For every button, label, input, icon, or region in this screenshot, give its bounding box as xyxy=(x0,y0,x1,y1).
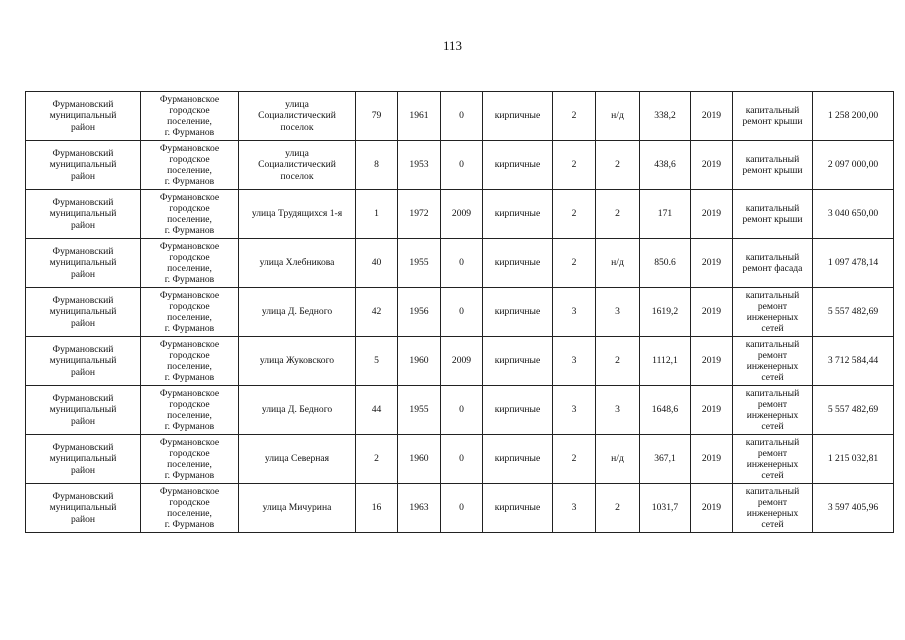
cell-entrances: 2 xyxy=(596,141,640,190)
cell-settlement: Фурмановское городское поселение, г. Фурманов xyxy=(141,239,239,288)
cell-street: улица Социалистический поселок xyxy=(239,92,356,141)
cell-year-renovated: 0 xyxy=(441,239,483,288)
cell-walls: кирпичные xyxy=(483,288,553,337)
cell-district: Фурмановский муниципальный район xyxy=(26,288,141,337)
cell-district: Фурмановский муниципальный район xyxy=(26,141,141,190)
cell-entrances: 2 xyxy=(596,484,640,533)
cell-district: Фурмановский муниципальный район xyxy=(26,337,141,386)
cell-house: 8 xyxy=(356,141,398,190)
cell-settlement: Фурмановское городское поселение, г. Фурманов xyxy=(141,337,239,386)
cell-cost: 3 040 650,00 xyxy=(813,190,894,239)
cell-year-built: 1955 xyxy=(398,239,441,288)
cell-area: 1648,6 xyxy=(640,386,691,435)
cell-work: капитальный ремонт инженерных сетей xyxy=(733,288,813,337)
cell-year-renovated: 0 xyxy=(441,141,483,190)
cell-plan-year: 2019 xyxy=(691,141,733,190)
page-number: 113 xyxy=(442,38,463,53)
cell-year-renovated: 0 xyxy=(441,484,483,533)
cell-walls: кирпичные xyxy=(483,190,553,239)
cell-plan-year: 2019 xyxy=(691,484,733,533)
cell-entrances: н/д xyxy=(596,92,640,141)
cell-street: улица Д. Бедного xyxy=(239,288,356,337)
cell-area: 438,6 xyxy=(640,141,691,190)
cell-district: Фурмановский муниципальный район xyxy=(26,484,141,533)
cell-year-renovated: 0 xyxy=(441,386,483,435)
cell-settlement: Фурмановское городское поселение, г. Фурманов xyxy=(141,288,239,337)
cell-street: улица Трудящихся 1-я xyxy=(239,190,356,239)
cell-year-built: 1955 xyxy=(398,386,441,435)
cell-settlement: Фурмановское городское поселение, г. Фурманов xyxy=(141,190,239,239)
cell-floors: 2 xyxy=(553,239,596,288)
cell-cost: 5 557 482,69 xyxy=(813,288,894,337)
table-row xyxy=(26,92,894,141)
cell-settlement: Фурмановское городское поселение, г. Фурманов xyxy=(141,92,239,141)
cell-year-renovated: 0 xyxy=(441,92,483,141)
cell-area: 850.6 xyxy=(640,239,691,288)
cell-street: улица Мичурина xyxy=(239,484,356,533)
cell-plan-year: 2019 xyxy=(691,386,733,435)
cell-work: капитальный ремонт крыши xyxy=(733,141,813,190)
cell-walls: кирпичные xyxy=(483,337,553,386)
cell-year-built: 1960 xyxy=(398,337,441,386)
cell-settlement: Фурмановское городское поселение, г. Фурманов xyxy=(141,435,239,484)
cell-year-renovated: 0 xyxy=(441,288,483,337)
table-row xyxy=(26,141,894,190)
cell-plan-year: 2019 xyxy=(691,288,733,337)
cell-cost: 2 097 000,00 xyxy=(813,141,894,190)
cell-floors: 2 xyxy=(553,92,596,141)
cell-year-built: 1956 xyxy=(398,288,441,337)
cell-floors: 3 xyxy=(553,288,596,337)
cell-area: 1031,7 xyxy=(640,484,691,533)
cell-year-renovated: 2009 xyxy=(441,337,483,386)
cell-entrances: 2 xyxy=(596,190,640,239)
cell-house: 1 xyxy=(356,190,398,239)
cell-house: 40 xyxy=(356,239,398,288)
cell-work: капитальный ремонт инженерных сетей xyxy=(733,484,813,533)
cell-house: 79 xyxy=(356,92,398,141)
cell-area: 338,2 xyxy=(640,92,691,141)
cell-walls: кирпичные xyxy=(483,386,553,435)
cell-house: 16 xyxy=(356,484,398,533)
cell-walls: кирпичные xyxy=(483,435,553,484)
cell-year-renovated: 0 xyxy=(441,435,483,484)
cell-cost: 1 215 032,81 xyxy=(813,435,894,484)
table-row xyxy=(26,190,894,239)
table-row xyxy=(26,435,894,484)
cell-house: 2 xyxy=(356,435,398,484)
cell-plan-year: 2019 xyxy=(691,239,733,288)
cell-cost: 1 258 200,00 xyxy=(813,92,894,141)
cell-work: капитальный ремонт фасада xyxy=(733,239,813,288)
cell-cost: 3 712 584,44 xyxy=(813,337,894,386)
cell-district: Фурмановский муниципальный район xyxy=(26,435,141,484)
cell-floors: 2 xyxy=(553,435,596,484)
cell-work: капитальный ремонт инженерных сетей xyxy=(733,337,813,386)
cell-street: улица Социалистический поселок xyxy=(239,141,356,190)
cell-area: 1619,2 xyxy=(640,288,691,337)
cell-settlement: Фурмановское городское поселение, г. Фурманов xyxy=(141,386,239,435)
cell-year-built: 1961 xyxy=(398,92,441,141)
table-row xyxy=(26,386,894,435)
cell-entrances: 3 xyxy=(596,288,640,337)
cell-plan-year: 2019 xyxy=(691,337,733,386)
housing-repair-table xyxy=(25,91,894,533)
cell-entrances: н/д xyxy=(596,435,640,484)
cell-house: 5 xyxy=(356,337,398,386)
cell-year-built: 1953 xyxy=(398,141,441,190)
table-row xyxy=(26,484,894,533)
cell-work: капитальный ремонт крыши xyxy=(733,92,813,141)
cell-floors: 3 xyxy=(553,337,596,386)
cell-street: улица Хлебникова xyxy=(239,239,356,288)
cell-cost: 5 557 482,69 xyxy=(813,386,894,435)
cell-area: 171 xyxy=(640,190,691,239)
cell-walls: кирпичные xyxy=(483,484,553,533)
cell-street: улица Северная xyxy=(239,435,356,484)
cell-year-built: 1972 xyxy=(398,190,441,239)
table-row xyxy=(26,239,894,288)
cell-entrances: 2 xyxy=(596,337,640,386)
cell-plan-year: 2019 xyxy=(691,435,733,484)
cell-entrances: н/д xyxy=(596,239,640,288)
cell-walls: кирпичные xyxy=(483,92,553,141)
cell-plan-year: 2019 xyxy=(691,190,733,239)
cell-year-renovated: 2009 xyxy=(441,190,483,239)
cell-district: Фурмановский муниципальный район xyxy=(26,239,141,288)
cell-district: Фурмановский муниципальный район xyxy=(26,92,141,141)
cell-walls: кирпичные xyxy=(483,141,553,190)
cell-street: улица Жуковского xyxy=(239,337,356,386)
cell-year-built: 1963 xyxy=(398,484,441,533)
cell-entrances: 3 xyxy=(596,386,640,435)
cell-work: капитальный ремонт инженерных сетей xyxy=(733,386,813,435)
cell-floors: 3 xyxy=(553,484,596,533)
cell-house: 42 xyxy=(356,288,398,337)
cell-area: 1112,1 xyxy=(640,337,691,386)
cell-house: 44 xyxy=(356,386,398,435)
cell-district: Фурмановский муниципальный район xyxy=(26,386,141,435)
table-row xyxy=(26,288,894,337)
table-row xyxy=(26,337,894,386)
cell-year-built: 1960 xyxy=(398,435,441,484)
cell-floors: 2 xyxy=(553,141,596,190)
cell-plan-year: 2019 xyxy=(691,92,733,141)
cell-cost: 1 097 478,14 xyxy=(813,239,894,288)
cell-work: капитальный ремонт инженерных сетей xyxy=(733,435,813,484)
cell-floors: 2 xyxy=(553,190,596,239)
cell-district: Фурмановский муниципальный район xyxy=(26,190,141,239)
cell-floors: 3 xyxy=(553,386,596,435)
cell-street: улица Д. Бедного xyxy=(239,386,356,435)
cell-settlement: Фурмановское городское поселение, г. Фурманов xyxy=(141,141,239,190)
cell-walls: кирпичные xyxy=(483,239,553,288)
cell-work: капитальный ремонт крыши xyxy=(733,190,813,239)
cell-settlement: Фурмановское городское поселение, г. Фурманов xyxy=(141,484,239,533)
cell-cost: 3 597 405,96 xyxy=(813,484,894,533)
cell-area: 367,1 xyxy=(640,435,691,484)
